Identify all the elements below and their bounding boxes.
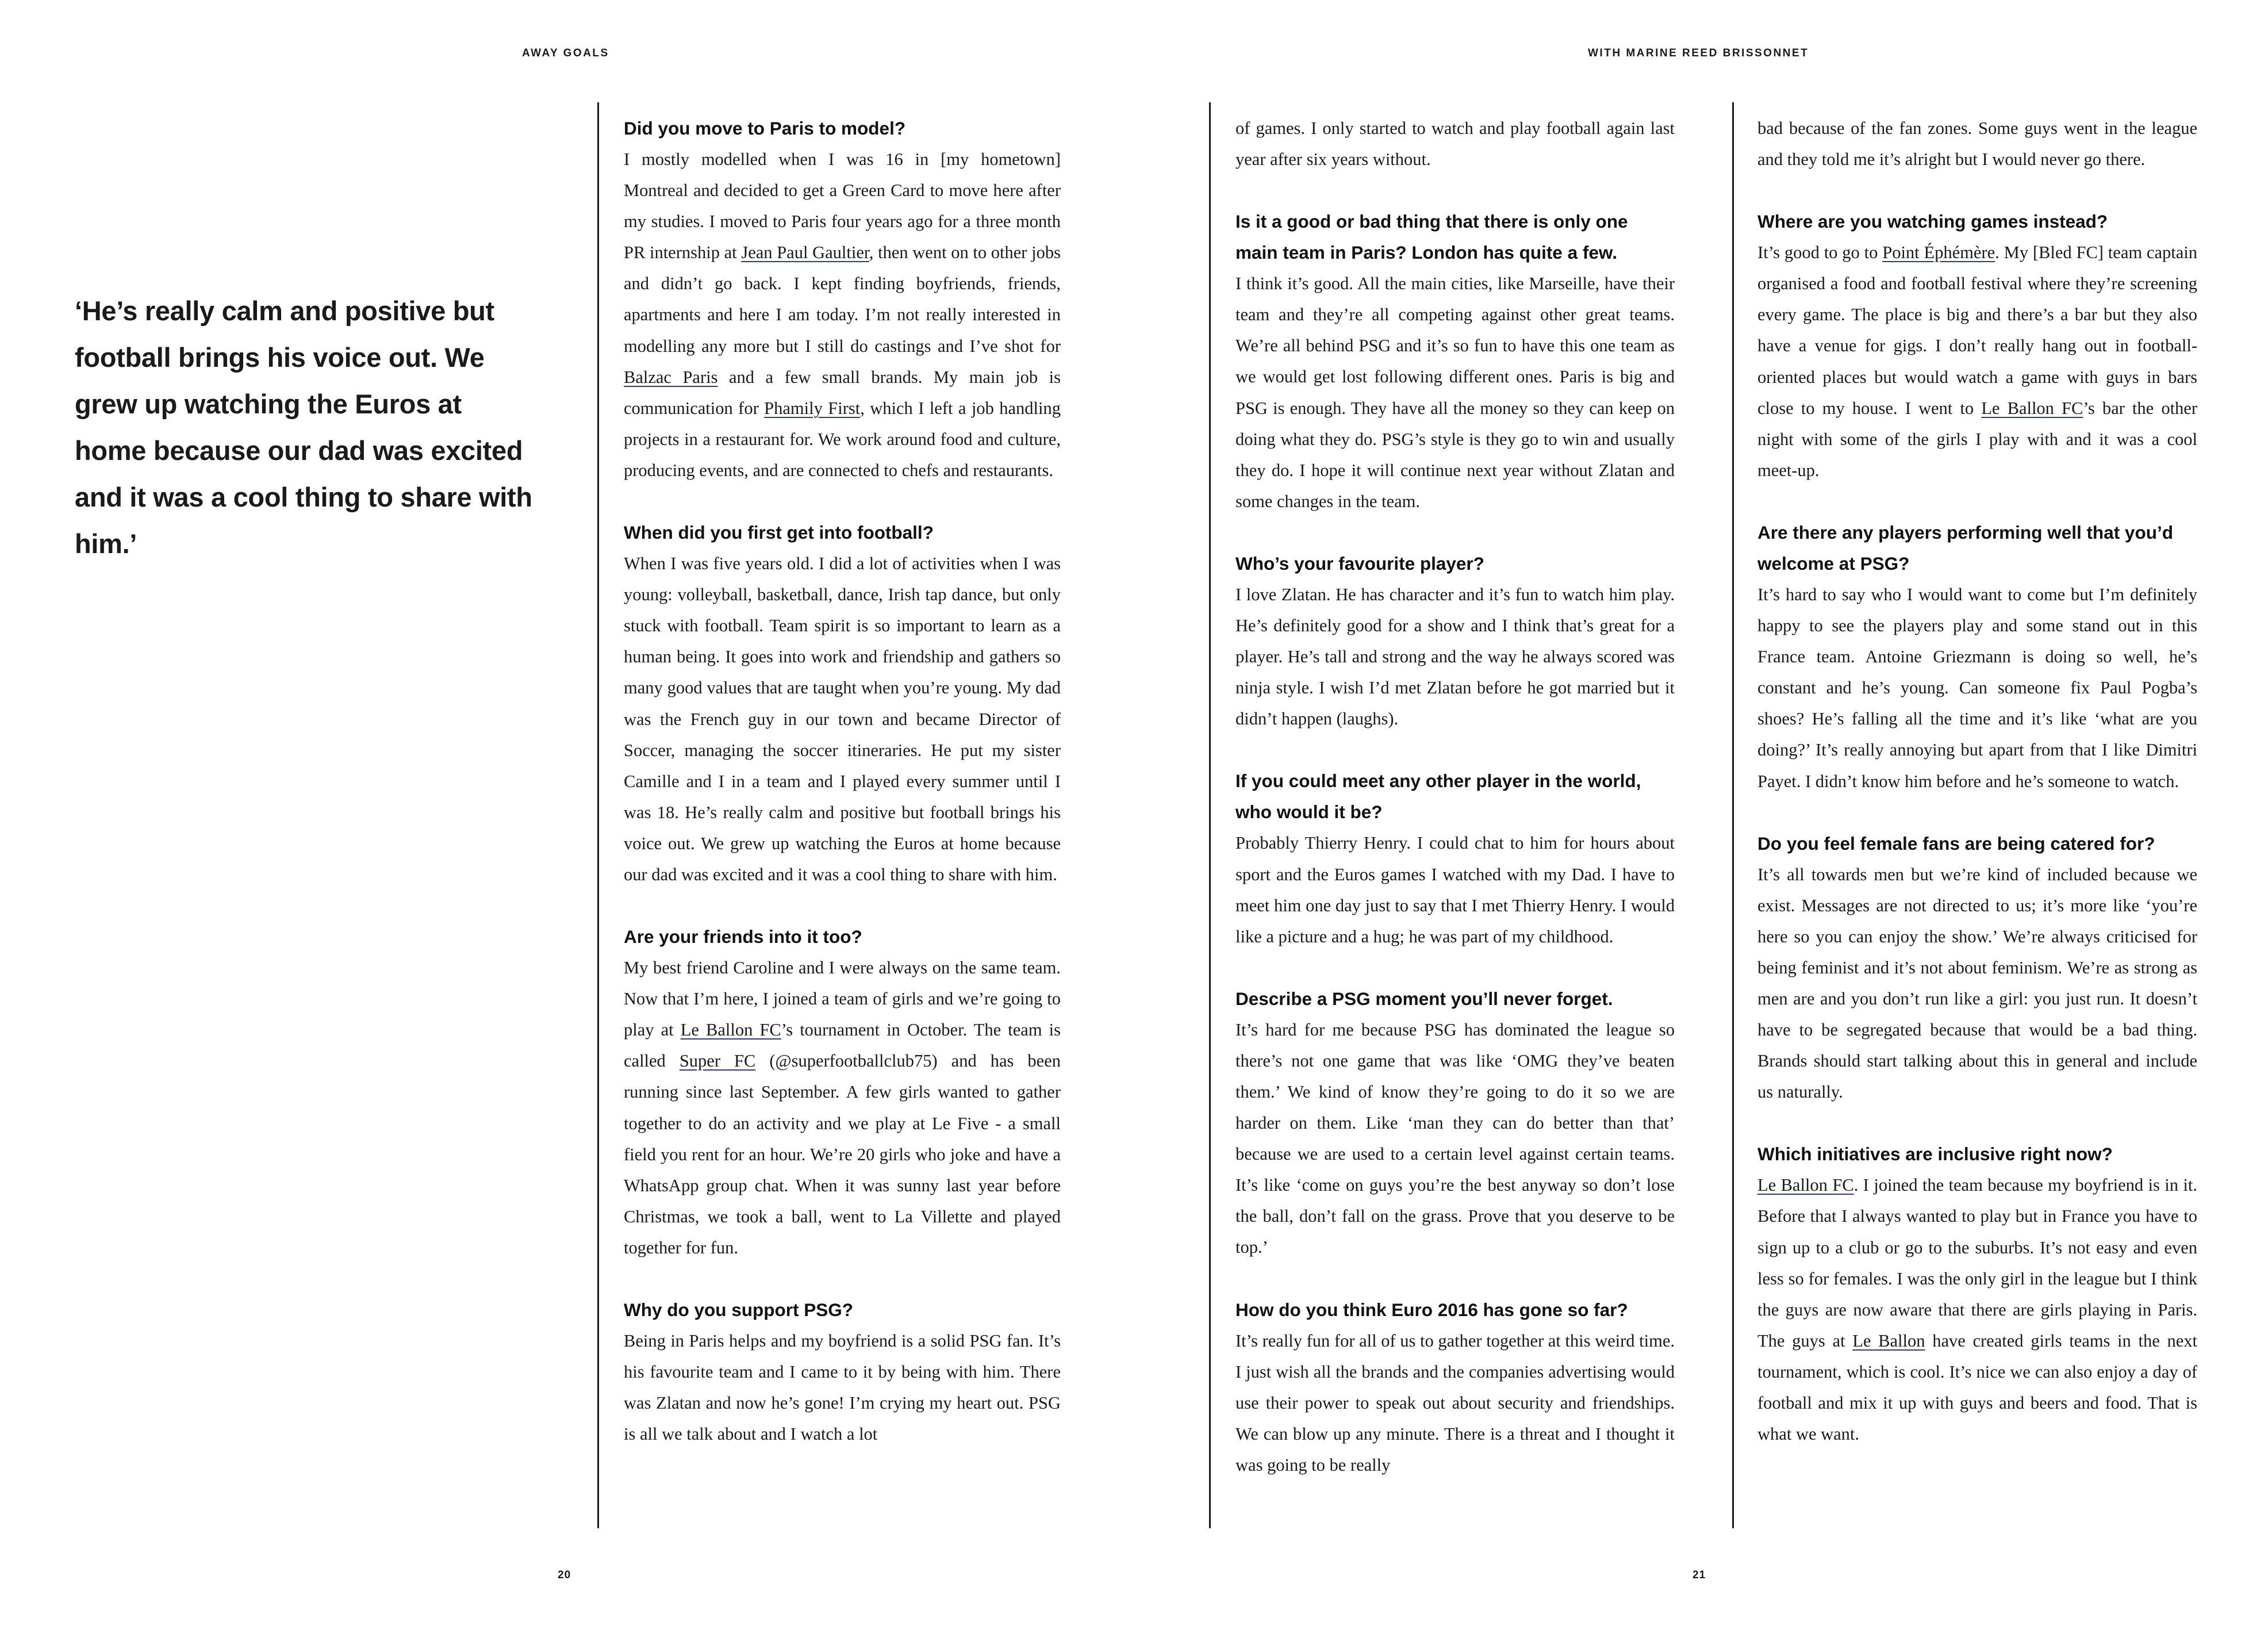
page-number-right: 21 <box>1693 1569 1706 1581</box>
answer: I love Zlatan. He has character and it’s fun to watch him play. He’s definitely good for a show and I think that’s great for a player. He’s tall and strong and the way he always scored was ninja style. I wish I’d met Zlatan before he got married but it didn’t happen (laughs). <box>1235 584 1675 729</box>
answer: I think it’s good. All the main cities, like Marseille, have their team and they’re all competing against other great teams. We’re all behind PSG and it’s so fun to have this one team as we would get lost following different ones. Paris is big and PSG is enough. They have all the money so they can keep on doing what they do. PSG’s style is they go to win and usually they do. I hope it will continue next year without Zlatan and some changes in the team. <box>1235 274 1675 511</box>
running-head-right: WITH MARINE REED BRISSONNET <box>1588 47 1809 59</box>
pull-quote: ‘He’s really calm and positive but football brings his voice out. We grew up watching the Euros at home because our dad was excited and it was a cool thing to share with him.’ <box>75 296 532 559</box>
interview-column-1 <box>624 113 1061 1527</box>
qa-block <box>624 113 1061 486</box>
question: When did you first get into football? <box>624 522 934 543</box>
link-phamily-first[interactable]: Phamily First <box>764 398 861 418</box>
answer: Probably Thierry Henry. I could chat to him for hours about sport and the Euros games I watched with my Dad. I have to meet him one day just to say that I met Thierry Henry. I would like a picture and a hug; he was part of my childhood. <box>1235 833 1675 946</box>
answer-text: have created girls teams in the next tournament, which is cool. It’s nice we can also enjoy a day of football and mix it up with guys and beers and food. That is what we want. <box>1757 1330 2197 1444</box>
question: Are there any players performing well that you’d welcome at PSG? <box>1757 521 2173 574</box>
qa-continuation <box>1235 113 1675 175</box>
qa-block <box>624 921 1061 1263</box>
answer: It’s hard for me because PSG has dominated the league so there’s not one game that was like ‘OMG they’ve beaten them.’ We kind of know they’re going to do it so we are harder on them. Like ‘man they can do better than that’ because we are used to a certain level against certain teams. It’s like ‘come on guys you’re the best anyway so don’t lose the ball, don’t fall on the grass. Prove that you deserve to be top.’ <box>1235 1019 1675 1257</box>
question: Which initiatives are inclusive right now? <box>1757 1144 2113 1165</box>
answer <box>624 144 1061 486</box>
qa-block <box>624 517 1061 890</box>
link-jean-paul-gaultier[interactable]: Jean Paul Gaultier <box>741 243 869 263</box>
qa-block <box>1757 517 2197 797</box>
answer-text: . I joined the team because my boyfriend is in it. Before that I always wanted to play but in France you have to sign up to a club or go to the suburbs. It’s not easy and even less so for females. I was the only girl in the league but I think the guys are now aware that there are girls playing in Paris. The guys at <box>1757 1175 2197 1351</box>
qa-block <box>1235 206 1675 517</box>
column-rule <box>597 102 599 1528</box>
link-le-ballon-fc[interactable]: Le Ballon FC <box>680 1020 781 1040</box>
question: Did you move to Paris to model? <box>624 118 906 139</box>
answer: It’s all towards men but we’re kind of included because we exist. Messages are not directed to us; it’s more like ‘you’re here so you can enjoy the show.’ We’re always criticised for being feminist and it’s not about feminism. We’re as strong as men are and you don’t run like a girl: you just run. It doesn’t have to be segregated because that would be a bad thing. Brands should start talking about this in general and include us naturally. <box>1757 864 2197 1102</box>
qa-block <box>1235 1294 1675 1481</box>
link-super-fc[interactable]: Super FC <box>679 1051 756 1071</box>
answer <box>1757 1169 2197 1449</box>
interview-column-3 <box>1757 113 2197 1527</box>
question: Who’s your favourite player? <box>1235 553 1484 574</box>
answer-text: . My [Bled FC] team captain organised a food and football festival where they’re screening every game. The place is big and there’s a bar but they also have a venue for gigs. I don’t really hang out in football-oriented places but would watch a game with guys in bars close to my house. I went to <box>1757 243 2197 418</box>
question: Do you feel female fans are being catered for? <box>1757 833 2155 854</box>
link-point-ephemere[interactable]: Point Éphémère <box>1882 243 1995 263</box>
link-le-ballon-fc[interactable]: Le Ballon FC <box>1981 398 2083 418</box>
link-le-ballon-fc[interactable]: Le Ballon FC <box>1757 1175 1854 1195</box>
qa-block <box>1757 206 2197 486</box>
answer: It’s hard to say who I would want to come but I’m definitely happy to see the players play and some stand out in this France team. Antoine Griezmann is doing so well, he’s constant and he’s young. Can someone fix Paul Pogba’s shoes? He’s falling all the time and it’s like ‘what are you doing?’ It’s really annoying but apart from that I like Dimitri Payet. I didn’t know him before and he’s someone to watch. <box>1757 584 2197 791</box>
answer: It’s really fun for all of us to gather together at this weird time. I just wish all the brands and the companies advertising would use their power to speak out about security and friendships. We can blow up any minute. There is a threat and I thought it was going to be really <box>1235 1330 1675 1475</box>
answer <box>624 952 1061 1263</box>
answer-text: I mostly modelled when I was 16 in [my hometown] Montreal and decided to get a Green Card to move here after my studies. I moved to Paris four years ago for a three month PR internship at <box>624 149 1061 263</box>
question: How do you think Euro 2016 has gone so far? <box>1235 1299 1628 1320</box>
qa-block <box>1757 1138 2197 1449</box>
interview-column-2 <box>1235 113 1675 1527</box>
answer-text: (@superfootballclub75) and has been running since last September. A few girls wanted to gather together to do an activity and we play at Le Five - a small field you rent for an hour. We’re 20 girls who joke and have a WhatsApp group chat. When it was sunny last year before Christmas, we took a ball, went to La Villette and played together for fun. <box>624 1051 1061 1257</box>
answer-text: , which I left a job handling projects in a restaurant for. We work around food and culture, producing events, and are connected to chefs and restaurants. <box>624 398 1061 480</box>
question: Where are you watching games instead? <box>1757 211 2108 232</box>
question: Describe a PSG moment you’ll never forget. <box>1235 988 1613 1009</box>
qa-block <box>624 1294 1061 1449</box>
answer: When I was five years old. I did a lot of activities when I was young: volleyball, basketball, dance, Irish tap dance, but only stuck with football. Team spirit is so important to learn as a human being. It goes into work and friendship and gathers so many good values that are taught when you’re young. My dad was the French guy in our town and became Director of Soccer, managing the soccer itineraries. He put my sister Camille and I in a team and I played every summer until I was 18. He’s really calm and positive but football brings his voice out. We grew up watching the Euros at home because our dad was excited and it was a cool thing to share with him. <box>624 554 1061 884</box>
link-balzac-paris[interactable]: Balzac Paris <box>624 367 718 387</box>
question: Is it a good or bad thing that there is only one main team in Paris? London has quite a few. <box>1235 211 1628 263</box>
column-rule <box>1732 102 1734 1528</box>
qa-block <box>1235 983 1675 1263</box>
answer <box>1757 237 2197 486</box>
qa-continuation <box>1757 113 2197 175</box>
page-number-left: 20 <box>558 1569 571 1581</box>
answer: bad because of the fan zones. Some guys went in the league and they told me it’s alright but I would never go there. <box>1757 118 2197 170</box>
qa-block <box>1235 765 1675 952</box>
question: If you could meet any other player in the world, who would it be? <box>1235 770 1641 823</box>
qa-block <box>1235 548 1675 734</box>
answer-text: ’s tournament in October. The team is called <box>624 1020 1061 1071</box>
question: Why do you support PSG? <box>624 1299 853 1320</box>
answer: of games. I only started to watch and play football again last year after six years without. <box>1235 118 1675 170</box>
column-rule <box>1209 102 1211 1528</box>
answer-text: My best friend Caroline and I were always on the same team. Now that I’m here, I joined a team of girls and we’re going to play at <box>624 958 1061 1040</box>
answer-text: , then went on to other jobs and didn’t go back. I kept finding boyfriends, friends, apartments and here I am today. I’m not really interested in modelling any more but I still do castings and I’ve shot for <box>624 243 1061 356</box>
qa-block <box>1757 828 2197 1108</box>
answer-text: and a few small brands. My main job is communication for <box>624 367 1061 418</box>
answer-text: It’s good to go to <box>1757 243 1883 263</box>
question: Are your friends into it too? <box>624 926 862 948</box>
link-le-ballon[interactable]: Le Ballon <box>1852 1330 1925 1351</box>
answer-text: ’s bar the other night with some of the girls I play with and it was a cool meet-up. <box>1757 398 2197 480</box>
running-head-left: AWAY GOALS <box>522 47 609 59</box>
answer: Being in Paris helps and my boyfriend is a solid PSG fan. It’s his favourite team and I came to it by being with him. There was Zlatan and now he’s gone! I’m crying my heart out. PSG is all we talk about and I watch a lot <box>624 1331 1061 1444</box>
